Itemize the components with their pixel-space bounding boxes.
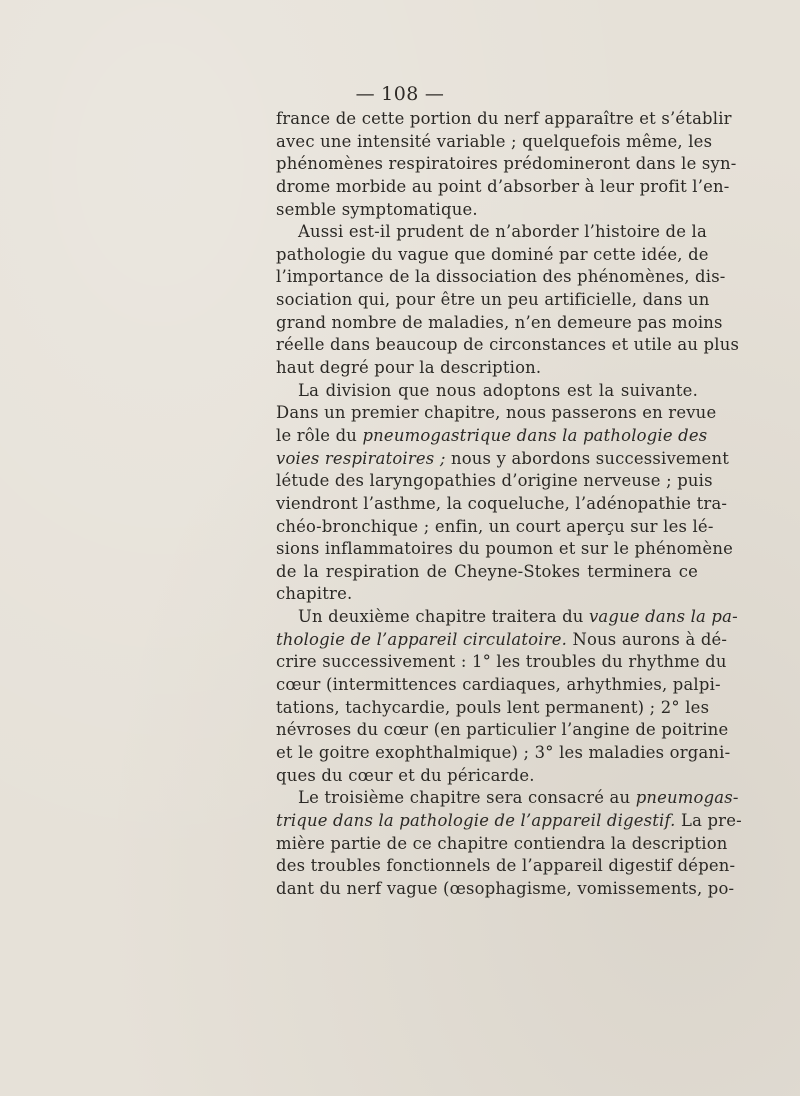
italic-phrase: thologie de l’appareil circulatoire. bbox=[276, 629, 568, 649]
text-line: sions inflammatoires du poumon et sur le phénomène bbox=[276, 539, 733, 559]
italic-phrase: voies respiratoires ; bbox=[276, 448, 446, 468]
page-number-value: 108 bbox=[381, 83, 419, 105]
text-line: france de cette portion du nerf apparaître et s’établir bbox=[276, 109, 732, 128]
text-line: dant du nerf vague (œsophagisme, vomissements, po- bbox=[276, 878, 735, 898]
text-line: voies respiratoires ; nous y abordons successivement bbox=[276, 448, 729, 468]
text-line: semble symptomatique. bbox=[276, 199, 478, 219]
text-line: avec une intensité variable ; quelquefois même, les bbox=[276, 131, 713, 151]
body-text bbox=[276, 108, 742, 900]
italic-phrase: vague dans la pa- bbox=[588, 607, 738, 627]
text-line: l’importance de la dissociation des phénomènes, dis- bbox=[276, 267, 726, 287]
text-line: Aussi est-il prudent de n’aborder l’histoire de la bbox=[298, 222, 707, 242]
text-line: Le troisième chapitre sera consacré au pneumogas- bbox=[298, 788, 739, 808]
text-line: chéo-bronchique ; enfin, un court aperçu sur les lé- bbox=[276, 516, 714, 536]
text-line: La division que nous adoptons est la suivante. bbox=[298, 380, 698, 400]
text-line: ques du cœur et du péricarde. bbox=[276, 765, 535, 785]
text-line: létude des laryngopathies d’origine nerveuse ; puis bbox=[276, 471, 713, 491]
text-line: pathologie du vague que dominé par cette idée, de bbox=[276, 244, 709, 264]
text-line: phénomènes respiratoires prédomineront dans le syn- bbox=[276, 154, 737, 174]
text-line: chapitre. bbox=[276, 584, 353, 604]
text-line: drome morbide au point d’absorber à leur profit l’en- bbox=[276, 176, 730, 196]
text-line: Dans un premier chapitre, nous passerons en revue bbox=[276, 403, 717, 423]
text-line: réelle dans beaucoup de circonstances et utile au plus bbox=[276, 335, 740, 355]
italic-phrase: pneumogastrique dans la pathologie des bbox=[362, 425, 708, 445]
text-line: sociation qui, pour être un peu artificielle, dans un bbox=[276, 290, 710, 310]
text-line: haut degré pour la description. bbox=[276, 358, 542, 378]
text-line: trique dans la pathologie de l’appareil digestif. La pre- bbox=[276, 810, 742, 830]
text-line: thologie de l’appareil circulatoire. Nous aurons à dé- bbox=[276, 629, 728, 649]
text-line: crire successivement : 1° les troubles du rhythme du bbox=[276, 652, 727, 672]
text-line: tations, tachycardie, pouls lent permanent) ; 2° les bbox=[276, 697, 710, 717]
text-line: des troubles fonctionnels de l’appareil digestif dépen- bbox=[276, 856, 736, 876]
text-line: Un deuxième chapitre traitera du vague dans la pa- bbox=[298, 607, 738, 627]
text-line: mière partie de ce chapitre contiendra la description bbox=[276, 833, 728, 853]
italic-phrase: trique dans la pathologie de l’appareil digestif. bbox=[276, 810, 676, 830]
text-line: grand nombre de maladies, n’en demeure pas moins bbox=[276, 312, 723, 332]
text-line: cœur (intermittences cardiaques, arhythmies, palpi- bbox=[276, 675, 721, 695]
text-line: viendront l’asthme, la coqueluche, l’adénopathie tra- bbox=[276, 493, 728, 513]
text-line: le rôle du pneumogastrique dans la pathologie des bbox=[276, 425, 708, 445]
text-line: et le goitre exophthalmique) ; 3° les maladies organi- bbox=[276, 742, 731, 762]
text-line: de la respiration de Cheyne-Stokes terminera ce bbox=[276, 561, 698, 581]
text-line: névroses du cœur (en particulier l’angine de poitrine bbox=[276, 720, 729, 740]
italic-phrase: pneumogas- bbox=[635, 788, 739, 808]
page-number: — 108 — bbox=[355, 83, 445, 105]
